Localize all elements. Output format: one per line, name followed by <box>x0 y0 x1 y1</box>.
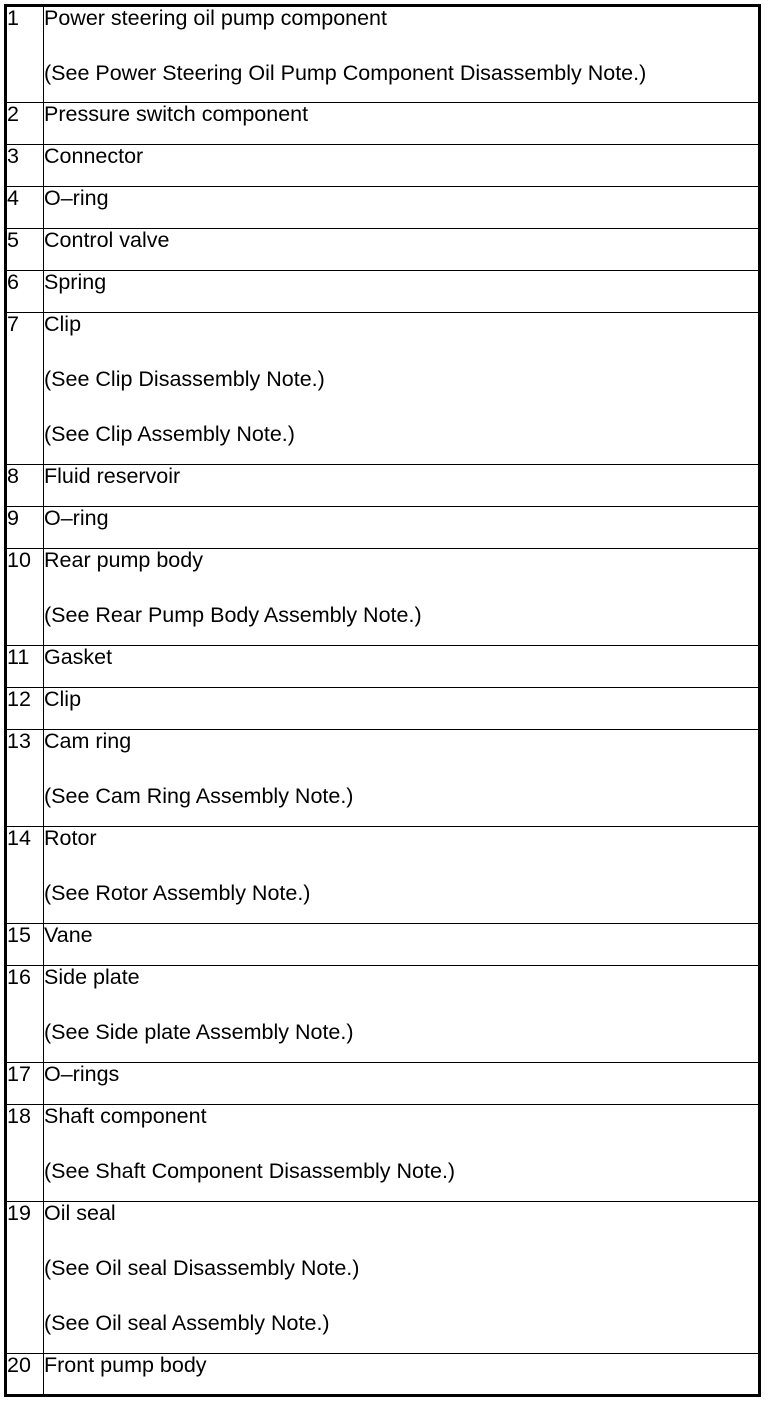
table-row <box>6 646 760 688</box>
item-description <box>44 730 760 827</box>
part-name: Gasket <box>44 645 113 669</box>
table-row <box>6 1105 760 1202</box>
item-number: 18 <box>6 1105 44 1202</box>
item-number: 14 <box>6 827 44 924</box>
item-description <box>44 507 760 549</box>
part-name: O–rings <box>44 1062 120 1086</box>
part-name: Shaft component <box>44 1104 207 1128</box>
item-number: 12 <box>6 688 44 730</box>
item-description <box>44 1063 760 1105</box>
item-description <box>44 271 760 313</box>
table-row <box>6 313 760 465</box>
part-name: Power steering oil pump component <box>44 6 387 30</box>
item-description <box>44 1202 760 1354</box>
table-row <box>6 1063 760 1105</box>
item-description <box>44 145 760 187</box>
item-number: 6 <box>6 271 44 313</box>
table-row <box>6 6 760 103</box>
item-number: 9 <box>6 507 44 549</box>
item-number: 11 <box>6 646 44 688</box>
item-number: 4 <box>6 187 44 229</box>
item-description <box>44 966 760 1063</box>
item-description <box>44 103 760 145</box>
item-description <box>44 1105 760 1202</box>
item-number: 15 <box>6 924 44 966</box>
item-number: 7 <box>6 313 44 465</box>
item-number: 8 <box>6 465 44 507</box>
table-row <box>6 187 760 229</box>
reference-note: (See Rotor Assembly Note.) <box>44 881 311 905</box>
item-description <box>44 1354 760 1396</box>
item-number: 13 <box>6 730 44 827</box>
table-row <box>6 827 760 924</box>
reference-note: (See Clip Disassembly Note.) <box>44 367 325 391</box>
part-name: Cam ring <box>44 729 132 753</box>
table-row <box>6 1202 760 1354</box>
part-name: Oil seal <box>44 1201 116 1225</box>
item-number: 5 <box>6 229 44 271</box>
item-number: 20 <box>6 1354 44 1396</box>
item-number: 16 <box>6 966 44 1063</box>
table-row <box>6 507 760 549</box>
item-description <box>44 549 760 646</box>
table-row <box>6 1354 760 1396</box>
part-name: Rotor <box>44 826 97 850</box>
table-row <box>6 730 760 827</box>
reference-note: (See Oil seal Assembly Note.) <box>44 1311 330 1335</box>
part-name: O–ring <box>44 506 109 530</box>
reference-note: (See Clip Assembly Note.) <box>44 422 295 446</box>
item-description <box>44 187 760 229</box>
item-description <box>44 646 760 688</box>
part-name: O–ring <box>44 186 109 210</box>
part-name: Clip <box>44 687 82 711</box>
item-description <box>44 229 760 271</box>
part-name: Spring <box>44 270 107 294</box>
reference-note: (See Cam Ring Assembly Note.) <box>44 784 354 808</box>
item-number: 10 <box>6 549 44 646</box>
table-row <box>6 229 760 271</box>
part-name: Fluid reservoir <box>44 464 181 488</box>
item-number: 1 <box>6 6 44 103</box>
item-number: 3 <box>6 145 44 187</box>
part-name: Control valve <box>44 228 170 252</box>
item-description <box>44 827 760 924</box>
reference-note: (See Rear Pump Body Assembly Note.) <box>44 603 422 627</box>
part-name: Front pump body <box>44 1353 207 1377</box>
table-row <box>6 688 760 730</box>
parts-table <box>4 4 761 1397</box>
table-row <box>6 145 760 187</box>
item-description <box>44 313 760 465</box>
part-name: Connector <box>44 144 144 168</box>
table-row <box>6 966 760 1063</box>
table-row <box>6 103 760 145</box>
table-row <box>6 549 760 646</box>
parts-table-body <box>6 6 760 1396</box>
reference-note: (See Side plate Assembly Note.) <box>44 1020 354 1044</box>
table-row <box>6 271 760 313</box>
item-description <box>44 465 760 507</box>
reference-note: (See Shaft Component Disassembly Note.) <box>44 1159 456 1183</box>
item-number: 2 <box>6 103 44 145</box>
reference-note: (See Power Steering Oil Pump Component Disassembly Note.) <box>44 61 647 85</box>
table-row <box>6 465 760 507</box>
part-name: Pressure switch component <box>44 102 309 126</box>
item-number: 17 <box>6 1063 44 1105</box>
reference-note: (See Oil seal Disassembly Note.) <box>44 1256 360 1280</box>
item-description <box>44 924 760 966</box>
part-name: Side plate <box>44 965 140 989</box>
item-description <box>44 6 760 103</box>
item-description <box>44 688 760 730</box>
part-name: Rear pump body <box>44 548 203 572</box>
table-row <box>6 924 760 966</box>
item-number: 19 <box>6 1202 44 1354</box>
part-name: Clip <box>44 312 82 336</box>
part-name: Vane <box>44 923 93 947</box>
